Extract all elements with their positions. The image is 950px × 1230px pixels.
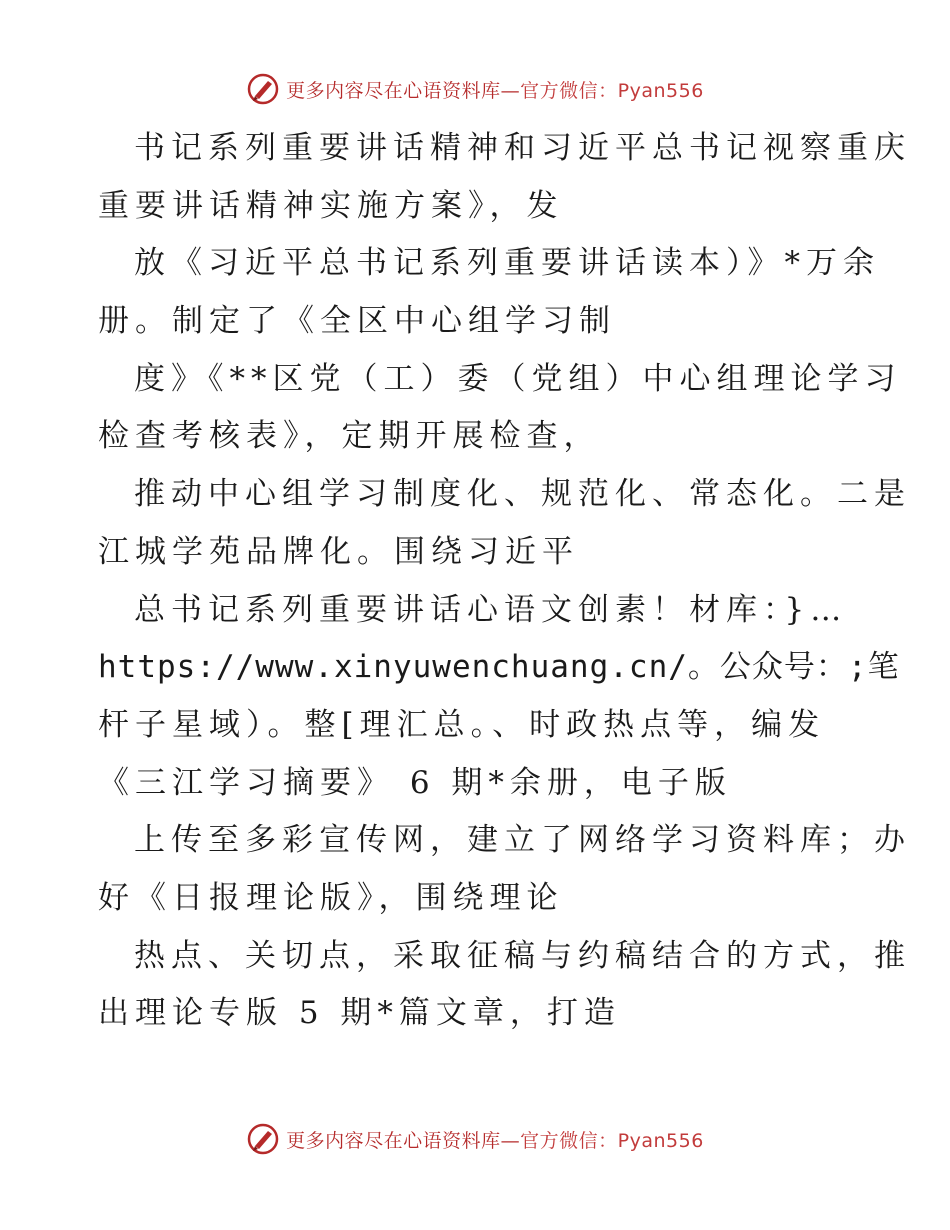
pen-logo-icon <box>246 72 280 106</box>
footer-banner-account: 官方微信：Pyan556 <box>520 1129 704 1152</box>
footer-banner-separator: — <box>500 1129 521 1152</box>
header-banner-account: 官方微信：Pyan556 <box>520 79 704 102</box>
footer-banner <box>0 1122 950 1156</box>
footer-banner-text <box>286 1126 704 1153</box>
body-line: 放《习近平总书记系列重要讲话读本）》*万余 <box>134 245 880 282</box>
header-banner <box>0 72 950 106</box>
pen-logo-icon <box>246 1122 280 1156</box>
body-line: 册。制定了《全区中心组学习制 <box>98 303 616 340</box>
body-line: 推动中心组学习制度化、规范化、常态化。二是 <box>134 476 911 513</box>
body-line-url: https://www.xinyuwenchuang.cn/。公众号：;笔 <box>98 649 900 686</box>
header-banner-title: 更多内容尽在心语资料库 <box>286 79 501 102</box>
body-line: 检查考核表》，定期开展检查， <box>98 418 601 455</box>
body-line: 好《日报理论版》，围绕理论 <box>98 879 564 916</box>
body-line: 书记系列重要讲话精神和习近平总书记视察重庆 <box>134 130 911 166</box>
body-line: 度》《**区党（工）委（党组）中心组理论学习 <box>134 360 902 397</box>
header-banner-separator: — <box>500 79 521 102</box>
body-line: 上传至多彩宣传网，建立了网络学习资料库；办 <box>134 822 911 859</box>
body-line: 重要讲话精神实施方案》，发 <box>98 187 564 224</box>
document-body <box>98 120 911 1043</box>
header-banner-text <box>286 76 704 103</box>
footer-banner-title: 更多内容尽在心语资料库 <box>286 1129 501 1152</box>
body-line: 杆子星域）。整[理汇总。、时政热点等，编发 <box>98 706 826 743</box>
body-line: 《三江学习摘要》 6 期*余册，电子版 <box>98 764 732 801</box>
body-line: 热点、关切点，采取征稿与约稿结合的方式，推 <box>134 937 911 974</box>
body-line: 江城学苑品牌化。围绕习近平 <box>98 533 579 570</box>
body-line: 总书记系列重要讲话心语文创素！材库：}… <box>134 591 848 628</box>
body-line: 出理论专版 5 期*篇文章，打造 <box>98 995 621 1032</box>
